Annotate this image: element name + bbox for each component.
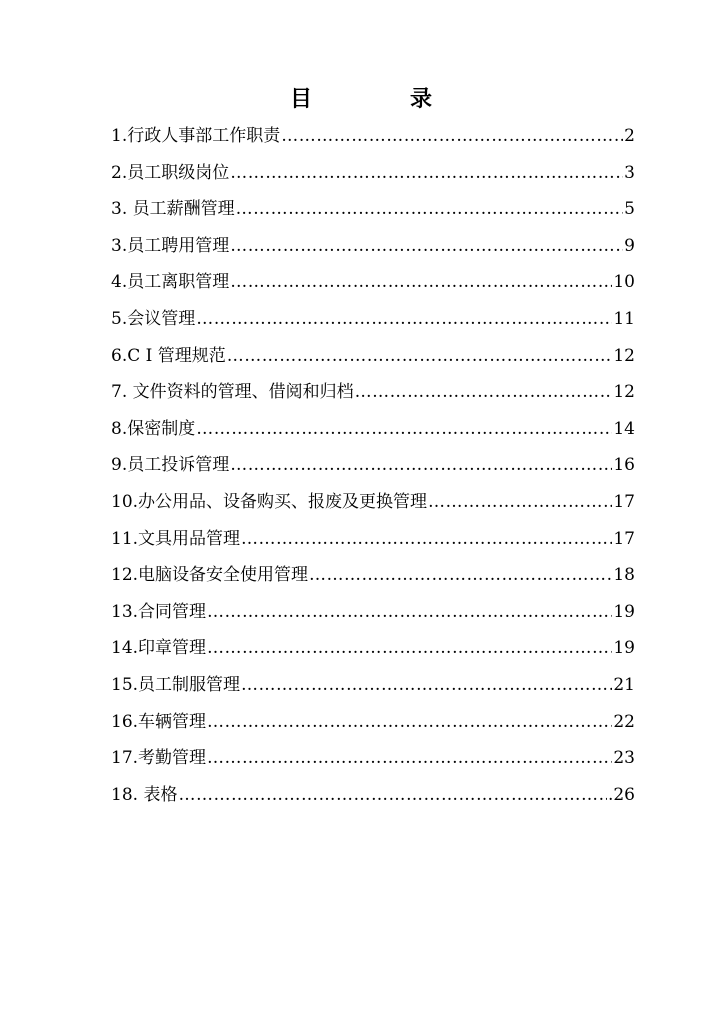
toc-entry[interactable]	[111, 447, 635, 484]
toc-entry-page-number: 3	[624, 162, 635, 183]
toc-entry-label: 3. 员工薪酬管理	[111, 199, 235, 220]
toc-entry-page-number: 10	[613, 272, 635, 293]
toc-leader-dots	[428, 484, 612, 521]
toc-entry-page-number: 14	[613, 418, 635, 439]
toc-entry[interactable]	[111, 155, 635, 192]
toc-entry-label: 18. 表格	[111, 784, 178, 805]
toc-entry-page-number: 11	[613, 308, 635, 329]
toc-leader-dots	[207, 630, 612, 667]
toc-leader-dots	[281, 118, 623, 155]
toc-entry[interactable]	[111, 264, 635, 301]
toc-leader-dots	[178, 777, 607, 814]
toc-entry-page-number: 2	[624, 126, 635, 146]
toc-entry[interactable]	[111, 521, 635, 558]
toc-title-char-1: 目	[290, 86, 313, 112]
toc-entry-label: 7. 文件资料的管理、借阅和归档	[111, 382, 354, 403]
toc-entry-page-number: 5	[624, 199, 635, 220]
toc-entry[interactable]	[111, 557, 635, 594]
toc-leader-dots	[207, 704, 612, 741]
toc-leader-dots	[230, 264, 612, 301]
toc-entry-label: 8.保密制度	[111, 418, 196, 439]
toc-entry-page-number: 22	[613, 711, 635, 732]
toc-entry[interactable]	[111, 301, 635, 338]
toc-title	[0, 82, 720, 112]
toc-entry-label: 6.C I 管理规范	[111, 345, 226, 366]
toc-entry-label: 17.考勤管理	[111, 748, 207, 769]
toc-entry[interactable]	[111, 667, 635, 704]
toc-entry-label: 3.员工聘用管理	[111, 235, 230, 256]
toc-entry-label: 13.合同管理	[111, 601, 207, 622]
toc-title-char-2: 录	[410, 86, 433, 112]
toc-entry-page-number: 17	[613, 491, 635, 512]
toc-entry-label: 12.电脑设备安全使用管理	[111, 565, 309, 586]
toc-entry[interactable]	[111, 630, 635, 667]
toc-entry-page-number: 21	[613, 674, 635, 695]
toc-leader-dots	[207, 594, 612, 631]
toc-entry-page-number: 16	[613, 455, 635, 476]
toc-entry[interactable]	[111, 118, 635, 155]
toc-entry-label: 4.员工离职管理	[111, 272, 230, 293]
toc-entry-page-number: .26	[607, 784, 635, 805]
toc-entry-label: 5.会议管理	[111, 308, 196, 329]
toc-leader-dots	[309, 557, 612, 594]
toc-entry[interactable]	[111, 777, 635, 814]
toc-entry-page-number: 17	[613, 528, 635, 549]
toc-leader-dots	[196, 301, 612, 338]
toc-leader-dots	[196, 411, 612, 448]
toc-entry[interactable]	[111, 411, 635, 448]
toc-entry-label: 11.文具用品管理	[111, 528, 241, 549]
toc-entry-label: 10.办公用品、设备购买、报废及更换管理	[111, 491, 428, 512]
toc-leader-dots	[227, 338, 613, 375]
toc-entry-label: 16.车辆管理	[111, 711, 207, 732]
toc-leader-dots	[241, 667, 612, 704]
toc-leader-dots	[241, 521, 612, 558]
toc-leader-dots	[207, 740, 612, 777]
toc-entry[interactable]	[111, 484, 635, 521]
toc-entry-page-number: 12	[613, 382, 635, 403]
toc-entry-label: 15.员工制服管理	[111, 674, 241, 695]
toc-leader-dots	[230, 155, 623, 192]
toc-entry-label: 14.印章管理	[111, 638, 207, 659]
toc-entry-page-number: 9	[624, 235, 635, 256]
toc-leader-dots	[236, 191, 624, 228]
toc-entry-page-number: 12	[613, 345, 635, 366]
toc-entry[interactable]	[111, 228, 635, 265]
toc-entry[interactable]	[111, 191, 635, 228]
toc-leader-dots	[230, 228, 623, 265]
toc-entry-page-number: 18	[613, 565, 635, 586]
table-of-contents	[111, 118, 635, 813]
toc-entry-label: 1.行政人事部工作职责	[111, 126, 281, 146]
toc-leader-dots	[230, 447, 612, 484]
toc-entry[interactable]	[111, 704, 635, 741]
toc-entry[interactable]	[111, 338, 635, 375]
toc-entry[interactable]	[111, 594, 635, 631]
toc-entry[interactable]	[111, 374, 635, 411]
toc-entry-page-number: 19	[613, 638, 635, 659]
toc-entry-page-number: 19	[613, 601, 635, 622]
toc-leader-dots	[355, 374, 613, 411]
toc-entry-label: 9.员工投诉管理	[111, 455, 230, 476]
toc-entry[interactable]	[111, 740, 635, 777]
toc-entry-page-number: 23	[613, 748, 635, 769]
toc-entry-label: 2.员工职级岗位	[111, 162, 230, 183]
